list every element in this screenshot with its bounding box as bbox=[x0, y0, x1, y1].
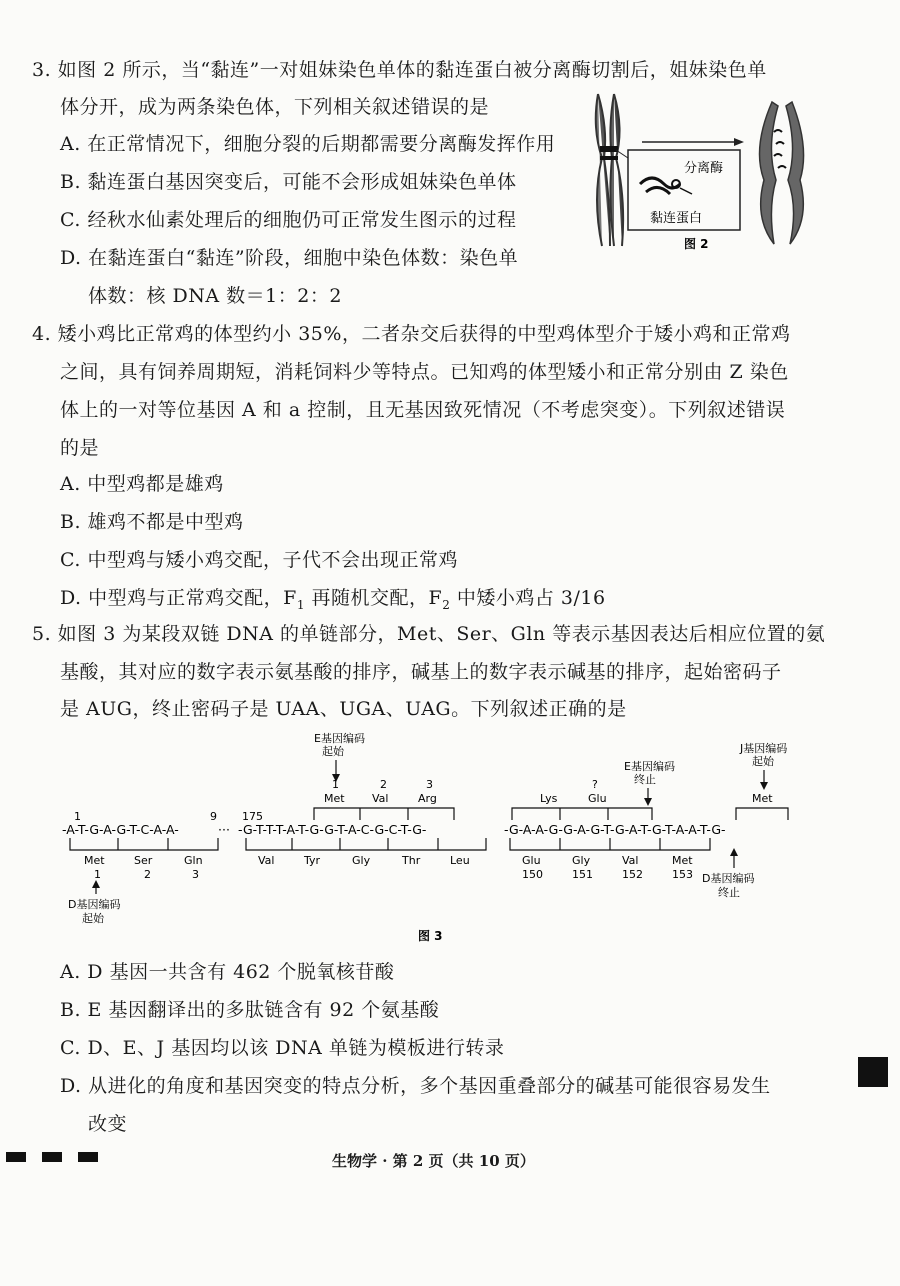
q3-option-c: C. 经秋水仙素处理后的细胞仍可正常发生图示的过程 bbox=[60, 209, 517, 231]
q5-stem-line3: 是 AUG，终止密码子是 UAA、UGA、UAG。下列叙述正确的是 bbox=[60, 698, 627, 720]
base-num-1: 1 bbox=[74, 810, 81, 823]
bot-num-2: 2 bbox=[144, 868, 151, 881]
bot-aa-gln: Gln bbox=[184, 854, 203, 867]
bot-num-3: 3 bbox=[192, 868, 199, 881]
bot-aa-val2: Val bbox=[622, 854, 639, 867]
page-footer: 生物学 · 第 2 页（共 10 页） bbox=[332, 1152, 535, 1170]
q4-stem-line4: 的是 bbox=[60, 437, 100, 459]
bot-aa-leu: Leu bbox=[450, 854, 470, 867]
top-num-2: 2 bbox=[380, 778, 387, 791]
bot-aa-met2: Met bbox=[672, 854, 693, 867]
bot-aa-met: Met bbox=[84, 854, 105, 867]
bot-aa-ser: Ser bbox=[134, 854, 153, 867]
j-start-label-2: 起始 bbox=[752, 755, 774, 768]
q5-option-b: B. E 基因翻译出的多肽链含有 92 个氨基酸 bbox=[60, 999, 440, 1021]
bot-aa-gly: Gly bbox=[352, 854, 371, 867]
top-aa-val: Val bbox=[372, 792, 389, 805]
top-aa-met: Met bbox=[324, 792, 345, 805]
base-num-175: 175 bbox=[242, 810, 263, 823]
dna-segment-1: -A-T-G-A-G-T-C-A-A- bbox=[62, 822, 179, 837]
dna-segment-2: -G-T-T-T-A-T-G-G-T-A-C-G-C-T-G- bbox=[238, 822, 427, 837]
bot-aa-glu: Glu bbox=[522, 854, 541, 867]
figure-2-chromosome-diagram bbox=[588, 88, 812, 256]
bot-aa-gly2: Gly bbox=[572, 854, 591, 867]
j-aa-met: Met bbox=[752, 792, 773, 805]
d-end-label-1: D基因编码 bbox=[702, 872, 755, 885]
q4-stem-line3: 体上的一对等位基因 A 和 a 控制，且无基因致死情况（不考虑突变）。下列叙述错误 bbox=[60, 399, 786, 421]
top-num-1: 1 bbox=[332, 778, 339, 791]
q4-stem-line2: 之间，具有饲养周期短，消耗饲料少等特点。已知鸡的体型矮小和正常分别由 Z 染色 bbox=[60, 361, 789, 383]
top-num-3: 3 bbox=[426, 778, 433, 791]
base-num-9: 9 bbox=[210, 810, 217, 823]
q5-option-d-line2: 改变 bbox=[88, 1113, 128, 1135]
q5-stem-line1: 5. 如图 3 为某段双链 DNA 的单链部分，Met、Ser、Gln 等表示基因表达后相应位置的氨 bbox=[32, 623, 826, 645]
bot-aa-tyr: Tyr bbox=[304, 854, 321, 867]
e-start-label-1: E基因编码 bbox=[314, 732, 365, 745]
side-mark bbox=[858, 1057, 888, 1087]
j-start-label-1: J基因编码 bbox=[740, 742, 788, 755]
dna-dots: ··· bbox=[218, 822, 230, 837]
bot-num-1: 1 bbox=[94, 868, 101, 881]
q4-stem-line1: 4. 矮小鸡比正常鸡的体型约小 35%，二者杂交后获得的中型鸡体型介于矮小鸡和正常鸡 bbox=[32, 323, 791, 345]
bot-num-152: 152 bbox=[622, 868, 643, 881]
bot-num-151: 151 bbox=[572, 868, 593, 881]
cohesin-label: 黏连蛋白 bbox=[650, 211, 703, 226]
q4-option-d: D. 中型鸡与正常鸡交配，$F_1$ 再随机交配，$F_2$ 中矮小鸡占 3/16 bbox=[60, 587, 606, 612]
q4-option-c: C. 中型鸡与矮小鸡交配，子代不会出现正常鸡 bbox=[60, 549, 458, 571]
figure-3-caption: 图 3 bbox=[418, 929, 443, 943]
bot-num-150: 150 bbox=[522, 868, 543, 881]
q4-option-a: A. 中型鸡都是雄鸡 bbox=[60, 473, 224, 495]
footer-mark bbox=[6, 1152, 26, 1162]
d-end-label-2: 终止 bbox=[718, 886, 740, 899]
q3-stem-line2: 体分开，成为两条染色体，下列相关叙述错误的是 bbox=[60, 96, 490, 118]
top-aa-arg: Arg bbox=[418, 792, 437, 805]
q-mark: ? bbox=[592, 778, 598, 791]
q3-option-b: B. 黏连蛋白基因突变后，可能不会形成姐妹染色单体 bbox=[60, 171, 517, 193]
q3-option-d-line2: 体数：核 DNA 数＝1：2：2 bbox=[88, 285, 342, 307]
footer-mark bbox=[42, 1152, 62, 1162]
enzyme-label: 分离酶 bbox=[684, 161, 724, 176]
d-start-label-1: D基因编码 bbox=[68, 898, 121, 911]
footer-mark bbox=[78, 1152, 98, 1162]
bot-aa-val: Val bbox=[258, 854, 275, 867]
figure-3-dna-diagram bbox=[52, 730, 812, 950]
e-end-label-1: E基因编码 bbox=[624, 760, 675, 773]
d-start-label-2: 起始 bbox=[82, 912, 104, 925]
q3-stem-line1: 3. 如图 2 所示，当“黏连”一对姐妹染色单体的黏连蛋白被分离酶切割后，姐妹染色单 bbox=[32, 59, 767, 81]
bot-num-153: 153 bbox=[672, 868, 693, 881]
e-end-label-2: 终止 bbox=[634, 773, 656, 786]
dna-segment-3: -G-A-A-G-G-A-G-T-G-A-T-G-T-A-A-T-G- bbox=[504, 822, 726, 837]
q5-option-c: C. D、E、J 基因均以该 DNA 单链为模板进行转录 bbox=[60, 1037, 505, 1059]
e-start-label-2: 起始 bbox=[322, 745, 344, 758]
top-aa-lys: Lys bbox=[540, 792, 558, 805]
q3-option-d-line1: D. 在黏连蛋白“黏连”阶段，细胞中染色体数：染色单 bbox=[60, 247, 519, 269]
q3-option-a: A. 在正常情况下，细胞分裂的后期都需要分离酶发挥作用 bbox=[60, 133, 556, 155]
q5-stem-line2: 基酸，其对应的数字表示氨基酸的排序，碱基上的数字表示碱基的排序，起始密码子 bbox=[60, 661, 782, 683]
q5-option-a: A. D 基因一共含有 462 个脱氧核苷酸 bbox=[60, 961, 395, 983]
bot-aa-thr: Thr bbox=[402, 854, 421, 867]
q4-option-b: B. 雄鸡不都是中型鸡 bbox=[60, 511, 244, 533]
top-aa-glu: Glu bbox=[588, 792, 607, 805]
q5-option-d-line1: D. 从进化的角度和基因突变的特点分析，多个基因重叠部分的碱基可能很容易发生 bbox=[60, 1075, 771, 1097]
figure-2-caption: 图 2 bbox=[684, 237, 709, 251]
